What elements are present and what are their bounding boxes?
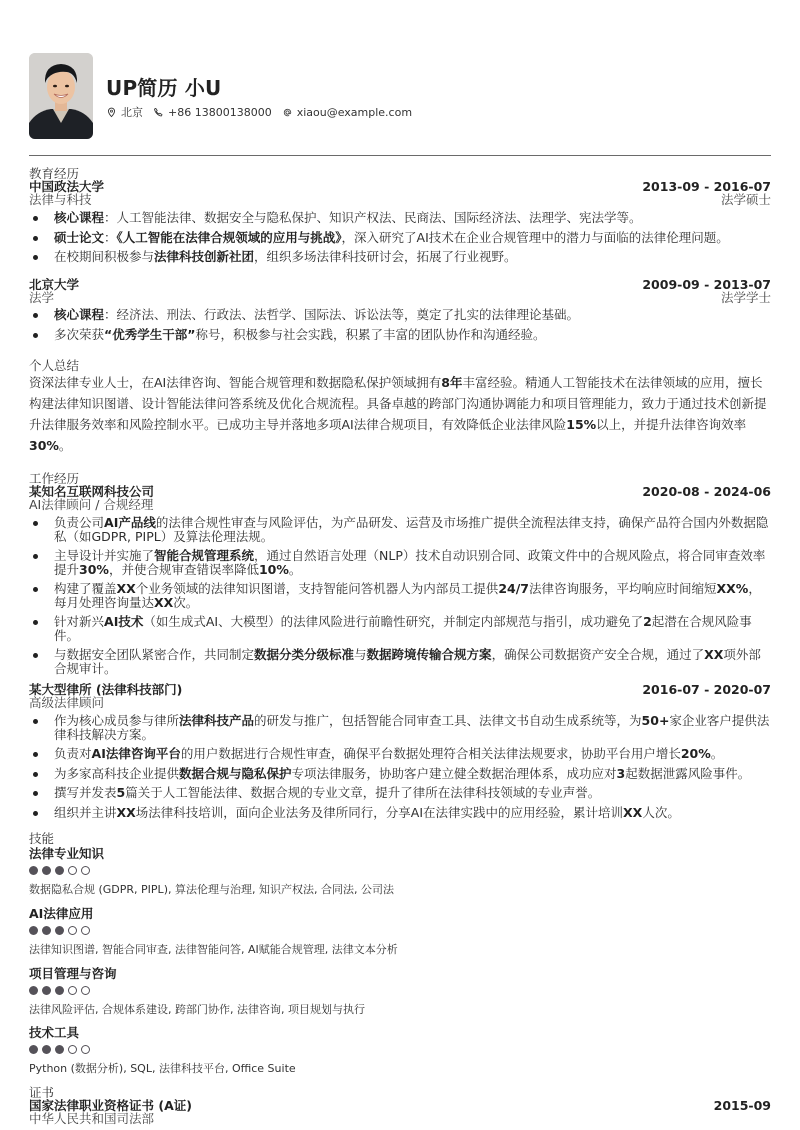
skill-description: 法律风险评估, 合规体系建设, 跨部门协作, 法律咨询, 项目规划与执行 [29, 1003, 365, 1016]
skill-level-rating [29, 1045, 90, 1054]
work-date: 2016-07 - 2020-07 [642, 682, 771, 697]
certificate-issuer: 中华人民共和国司法部 [29, 1111, 155, 1126]
education-bullets [29, 308, 771, 347]
skill-name: 技术工具 [29, 1025, 80, 1040]
email-text: xiaou@example.com [296, 105, 413, 119]
rating-dot-filled [42, 1045, 51, 1054]
work-role: AI法律顾问 / 合规经理 [29, 497, 154, 512]
rating-dot-filled [42, 986, 51, 995]
skill-description: Python (数据分析), SQL, 法律科技平台, Office Suite [29, 1062, 296, 1075]
email-at-icon [282, 107, 293, 118]
resume-header [29, 53, 771, 139]
education-school: 北京大学 [29, 277, 80, 292]
certificate-name: 国家法律职业资格证书 (A证) [29, 1098, 192, 1113]
header-divider [29, 155, 771, 156]
list-item: 核心课程：人工智能法律、数据安全与隐私保护、知识产权法、民商法、国际经济法、法理学、宪法学等。 [29, 211, 771, 225]
list-item: 负责对AI法律咨询平台的用户数据进行合规性审查，确保平台数据处理符合相关法律法规要求，协助平台用户增长20%。 [29, 747, 771, 761]
rating-dot-filled [55, 926, 64, 935]
list-item: 针对新兴AI技术（如生成式AI、大模型）的法律风险进行前瞻性研究，并制定内部规范与指引，成功避免了2起潜在合规风险事件。 [29, 615, 771, 642]
list-item: 作为核心成员参与律所法律科技产品的研发与推广，包括智能合同审查工具、法律文书自动生成系统等，为50+家企业客户提供法律科技解决方案。 [29, 714, 771, 741]
avatar [29, 53, 93, 139]
rating-dot-filled [29, 866, 38, 875]
list-item: 负责公司AI产品线的法律合规性审查与风险评估，为产品研发、运营及市场推广提供全流程法律支持，确保产品符合国内外数据隐私（如GDPR, PIPL）及算法伦理法规。 [29, 516, 771, 543]
rating-dot-filled [42, 926, 51, 935]
rating-dot-filled [42, 866, 51, 875]
rating-dot-filled [55, 866, 64, 875]
education-major: 法学 [29, 290, 55, 305]
skill-description: 法律知识图谱, 智能合同审查, 法律智能问答, AI赋能合规管理, 法律文本分析 [29, 943, 398, 956]
certificate-date: 2015-09 [713, 1098, 771, 1113]
rating-dot-filled [29, 926, 38, 935]
phone-icon [153, 107, 164, 118]
rating-dot-empty [81, 866, 90, 875]
location-pin-icon [106, 107, 117, 118]
education-major: 法律与科技 [29, 192, 92, 207]
list-item: 硕士论文：《人工智能在法律合规领域的应用与挑战》，深入研究了AI技术在企业合规管理中的潜力与面临的法律伦理问题。 [29, 231, 771, 245]
skill-name: AI法律应用 [29, 906, 94, 921]
education-date: 2009-09 - 2013-07 [642, 277, 771, 292]
work-date: 2020-08 - 2024-06 [642, 484, 771, 499]
list-item: 撰写并发表5篇关于人工智能法律、数据合规的专业文章，提升了律所在法律科技领域的专业声誉。 [29, 786, 771, 800]
rating-dot-empty [81, 1045, 90, 1054]
candidate-name: UP简历 小U [106, 76, 222, 100]
list-item: 主导设计并实施了智能合规管理系统，通过自然语言处理（NLP）技术自动识别合同、政策文件中的合规风险点，将合同审查效率提升30%，并使合规审查错误率降低10%。 [29, 549, 771, 576]
section-title-skills: 技能 [29, 831, 55, 846]
work-bullets [29, 714, 771, 825]
skill-name: 项目管理与咨询 [29, 966, 117, 981]
section-title-work: 工作经历 [29, 471, 80, 486]
rating-dot-filled [29, 1045, 38, 1054]
summary-paragraph: 资深法律专业人士，在AI法律咨询、智能合规管理和数据隐私保护领域拥有8年丰富经验。精通人工智能技术在法律领域的应用，擅长构建法律知识图谱、设计智能法律问答系统及优化合规流程。具备卓越的跨部门沟通协调能力和项目管理能力，致力于通过技术创新提升法律服务效率和风险控制水平。已成功主导并落地多项AI法律合规项目，有效降低企业法律风险15%以上，并提升法律咨询效率30%。 [29, 375, 767, 453]
rating-dot-empty [68, 986, 77, 995]
rating-dot-filled [55, 986, 64, 995]
work-bullets [29, 516, 771, 681]
work-role: 高级法律顾问 [29, 695, 105, 710]
rating-dot-empty [68, 866, 77, 875]
list-item: 与数据安全团队紧密合作，共同制定数据分类分级标准与数据跨境传输合规方案，确保公司数据资产安全合规，通过了XX项外部合规审计。 [29, 648, 771, 675]
location-text: 北京 [121, 106, 143, 119]
rating-dot-empty [68, 1045, 77, 1054]
section-title-certificates: 证书 [29, 1085, 55, 1100]
work-company: 某大型律所 (法律科技部门) [29, 682, 183, 697]
section-title-summary: 个人总结 [29, 358, 80, 373]
rating-dot-filled [55, 1045, 64, 1054]
list-item: 组织并主讲XX场法律科技培训，面向企业法务及律所同行，分享AI在法律实践中的应用经验，累计培训XX人次。 [29, 806, 771, 820]
education-degree: 法学硕士 [720, 192, 771, 207]
section-title-education: 教育经历 [29, 166, 80, 181]
education-date: 2013-09 - 2016-07 [642, 179, 771, 194]
education-school: 中国政法大学 [29, 179, 105, 194]
phone-text: +86 13800138000 [168, 105, 272, 119]
rating-dot-empty [81, 986, 90, 995]
rating-dot-empty [68, 926, 77, 935]
skill-description: 数据隐私合规 (GDPR, PIPL), 算法伦理与治理, 知识产权法, 合同法, 公司法 [29, 883, 394, 896]
list-item: 为多家高科技企业提供数据合规与隐私保护专项法律服务，协助客户建立健全数据治理体系，成功应对3起数据泄露风险事件。 [29, 767, 771, 781]
skill-name: 法律专业知识 [29, 846, 105, 861]
work-company: 某知名互联网科技公司 [29, 484, 155, 499]
skill-level-rating [29, 926, 90, 935]
list-item: 在校期间积极参与法律科技创新社团，组织多场法律科技研讨会，拓展了行业视野。 [29, 250, 771, 264]
education-degree: 法学学士 [720, 290, 771, 305]
list-item: 构建了覆盖XX个业务领域的法律知识图谱，支持智能问答机器人为内部员工提供24/7法律咨询服务，平均响应时间缩短XX%，每月处理咨询量达XX次。 [29, 582, 771, 609]
list-item: 多次荣获“优秀学生干部”称号，积极参与社会实践，积累了丰富的团队协作和沟通经验。 [29, 328, 771, 342]
list-item: 核心课程：经济法、刑法、行政法、法哲学、国际法、诉讼法等，奠定了扎实的法律理论基础。 [29, 308, 771, 322]
skill-level-rating [29, 866, 90, 875]
education-bullets [29, 211, 771, 270]
skill-level-rating [29, 986, 90, 995]
contact-info [106, 104, 416, 120]
rating-dot-empty [81, 926, 90, 935]
rating-dot-filled [29, 986, 38, 995]
